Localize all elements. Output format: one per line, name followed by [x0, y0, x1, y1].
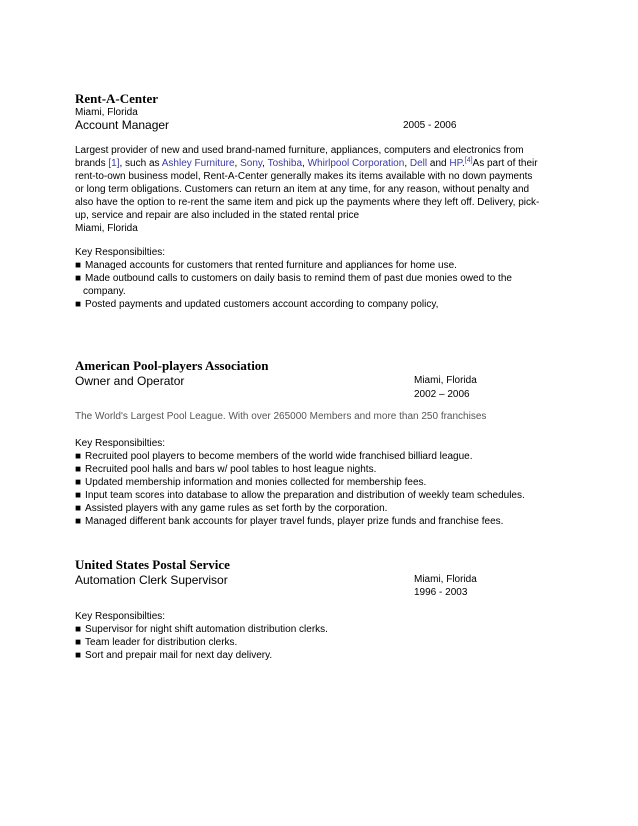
list-item-text: Assisted players with any game rules as set forth by the corporation. — [85, 503, 388, 514]
responsibilities-header: Key Responsibilties: — [75, 438, 166, 449]
ashley-furniture-link[interactable]: Ashley Furniture — [161, 158, 235, 169]
bullet-icon: ■ — [75, 477, 82, 488]
list-item-text: Updated membership information and monies collected for membership fees. — [85, 477, 427, 488]
list-item — [75, 450, 525, 463]
list-item — [75, 502, 525, 515]
company-name: Rent-A-Center — [75, 91, 159, 106]
bullet-icon: ■ — [75, 451, 82, 462]
list-item — [75, 489, 525, 502]
list-item-text: Input team scores into database to allow the preparation and distribution of weekly team schedules. — [85, 490, 525, 501]
list-item-text: Supervisor for night shift automation distribution clerks. — [85, 624, 328, 635]
job-dates: 1996 - 2003 — [414, 587, 468, 598]
list-item — [75, 463, 525, 476]
list-item-text: Recruited pool halls and bars w/ pool tables to host league nights. — [85, 464, 377, 475]
description-line: Miami, Florida — [75, 223, 138, 234]
bullet-icon: ■ — [75, 260, 82, 271]
description-line: also have the option to re-rent the same item and pick up the payments where they left off. Delivery, pick- — [75, 197, 540, 208]
responsibilities — [75, 610, 328, 662]
description-text: brands — [75, 158, 109, 169]
bullet-icon: ■ — [75, 650, 82, 661]
list-item-text: Team leader for distribution clerks. — [85, 637, 238, 648]
toshiba-link[interactable]: Toshiba — [267, 158, 303, 169]
job-location: Miami, Florida — [414, 375, 477, 386]
description-line: up, service and repair are also included in the stated rental price — [75, 210, 360, 221]
job-dates: 2002 – 2006 — [414, 389, 470, 400]
job-location: Miami, Florida — [75, 107, 138, 118]
description-line — [75, 157, 539, 170]
job-description — [75, 144, 539, 235]
job-title: Automation Clerk Supervisor — [75, 573, 228, 587]
responsibilities — [75, 437, 525, 528]
separator: . — [461, 158, 465, 169]
job-location: Miami, Florida — [414, 574, 477, 585]
list-item — [75, 623, 328, 636]
bullet-icon: ■ — [75, 516, 82, 527]
bullet-icon: ■ — [75, 503, 82, 514]
job-title: Owner and Operator — [75, 374, 185, 388]
list-item-text: Sort and prepair mail for next day delivery. — [85, 650, 273, 661]
list-item — [75, 259, 512, 272]
list-item — [75, 476, 525, 489]
list-item-continuation: company. — [83, 286, 126, 297]
bullet-icon: ■ — [75, 464, 82, 475]
list-item-text: Recruited pool players to become members of the world wide franchised billiard league. — [85, 451, 473, 462]
description-line: rent-to-own business model, Rent-A-Center generally makes its items available with no down payments — [75, 171, 533, 182]
dell-link[interactable]: Dell — [409, 158, 428, 169]
list-item — [75, 636, 328, 649]
sony-link[interactable]: Sony — [240, 158, 263, 169]
list-item-text: Posted payments and updated customers account according to company policy, — [85, 299, 439, 310]
reference-link[interactable]: [4] — [464, 157, 473, 164]
list-item — [75, 649, 328, 662]
list-item — [75, 298, 512, 311]
bullet-icon: ■ — [75, 637, 82, 648]
separator: , — [262, 158, 268, 169]
description-text: , such as — [119, 158, 162, 169]
company-tagline: The World's Largest Pool League. With over 265000 Members and more than 250 franchises — [75, 411, 487, 422]
separator: , — [404, 158, 410, 169]
reference-link[interactable]: [1] — [108, 158, 120, 169]
separator: and — [427, 158, 450, 169]
company-name: American Pool-players Association — [75, 358, 269, 373]
description-line: or long term obligations. Customers can return an item at any time, for any reason, without penalty and — [75, 184, 530, 195]
job-title: Account Manager — [75, 118, 170, 132]
separator: , — [302, 158, 308, 169]
hp-link[interactable]: HP — [449, 158, 462, 169]
list-item — [75, 515, 525, 528]
bullet-icon: ■ — [75, 624, 82, 635]
list-item — [75, 272, 512, 285]
job-dates: 2005 - 2006 — [403, 120, 457, 131]
bullet-icon: ■ — [75, 273, 82, 284]
list-item-text: Managed different bank accounts for player travel funds, player prize funds and franchise fees. — [85, 516, 504, 527]
whirlpool-link[interactable]: Whirlpool Corporation — [307, 158, 405, 169]
company-name: United States Postal Service — [75, 557, 230, 572]
separator: , — [234, 158, 241, 169]
responsibilities — [75, 246, 512, 311]
description-text: As part of their — [472, 158, 538, 169]
bullet-icon: ■ — [75, 299, 82, 310]
list-item-text: Made outbound calls to customers on daily basis to remind them of past due monies owed to the — [85, 273, 512, 284]
list-item-text: Managed accounts for customers that rented furniture and appliances for home use. — [85, 260, 457, 271]
bullet-icon: ■ — [75, 490, 82, 501]
description-line: Largest provider of new and used brand-named furniture, appliances, computers and electronics from — [75, 145, 524, 156]
responsibilities-header: Key Responsibilties: — [75, 611, 166, 622]
responsibilities-header: Key Responsibilties: — [75, 247, 166, 258]
